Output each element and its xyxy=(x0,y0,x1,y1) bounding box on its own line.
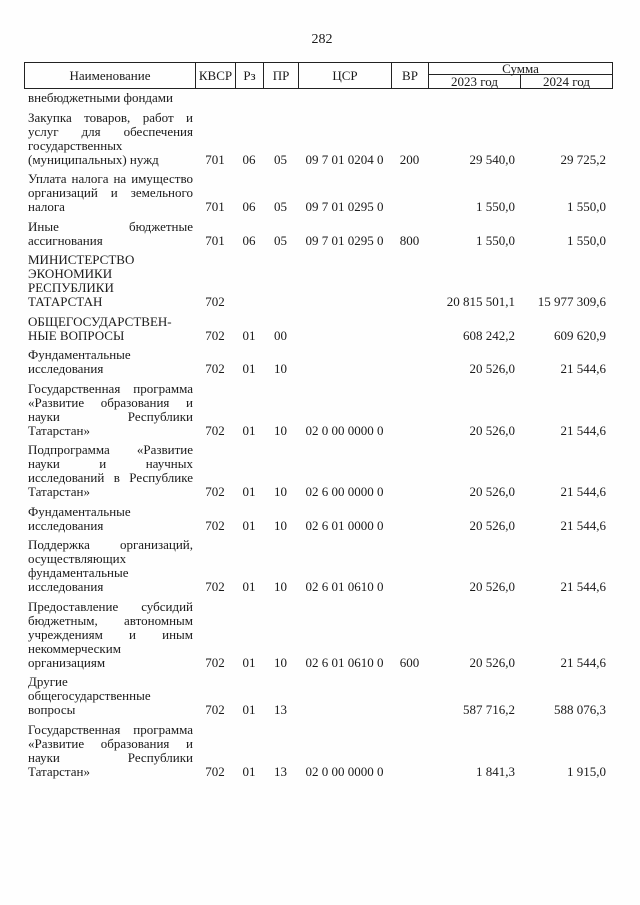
row-name-line: Государственная программа xyxy=(28,721,193,737)
pr-cell: 05 xyxy=(274,151,287,167)
pr-cell: 10 xyxy=(274,422,287,438)
sum-2023-cell: 1 550,0 xyxy=(476,199,515,214)
row-name xyxy=(24,91,195,105)
rz-cell: 01 xyxy=(242,517,256,533)
kvsr-cell xyxy=(195,91,235,105)
rz-cell: 01 xyxy=(242,484,256,499)
budget-table-body xyxy=(24,91,613,784)
sum-2023-cell: 20 526,0 xyxy=(469,654,515,670)
rz-cell: 01 xyxy=(242,327,256,343)
header-vr: ВР xyxy=(392,63,429,89)
rz-cell: 01 xyxy=(242,361,256,376)
pr-cell: 05 xyxy=(274,199,287,214)
sum-2023-cell xyxy=(428,91,520,105)
sum-2023-cell: 1 841,3 xyxy=(476,763,515,779)
csr-cell: 02 6 01 0610 0 xyxy=(305,654,384,670)
vr-cell xyxy=(391,295,428,309)
row-name-line: бюджетным, автономным xyxy=(28,612,193,628)
row-name-line: услуг для обеспечения xyxy=(28,123,193,139)
csr-cell: 09 7 01 0204 0 xyxy=(305,151,384,167)
sum-2024-cell: 1 550,0 xyxy=(567,199,606,214)
row-name-line: Государственная программа xyxy=(28,380,193,396)
row-name-line: Татарстан» xyxy=(28,422,90,438)
sum-2023-cell: 20 526,0 xyxy=(469,579,515,594)
sum-2023-cell: 20 526,0 xyxy=(469,422,515,438)
row-name-line: налога xyxy=(28,199,65,214)
vr-cell xyxy=(391,703,428,717)
kvsr-cell: 702 xyxy=(205,327,225,343)
rz-cell: 06 xyxy=(242,232,256,248)
rz-cell: 01 xyxy=(242,763,256,779)
csr-cell: 02 0 00 0000 0 xyxy=(305,763,384,779)
header-year-2023: 2023 год xyxy=(429,75,521,89)
table-row xyxy=(24,443,613,499)
row-name-line: «Развитие образования и xyxy=(28,394,193,410)
sum-2023-cell: 20 526,0 xyxy=(469,517,515,533)
rz-cell: 01 xyxy=(242,579,256,594)
vr-cell xyxy=(391,765,428,779)
row-name-line: учреждениям и иным xyxy=(28,626,193,642)
kvsr-cell: 701 xyxy=(205,232,225,248)
kvsr-cell: 702 xyxy=(205,579,225,594)
row-name-line: науки Республики xyxy=(28,408,193,424)
sum-2024-cell: 21 544,6 xyxy=(560,422,606,438)
row-name-line: науки Республики xyxy=(28,749,193,765)
row-name xyxy=(24,675,195,717)
pr-cell: 10 xyxy=(274,654,287,670)
csr-cell: 02 6 00 0000 0 xyxy=(305,484,384,499)
vr-cell: 200 xyxy=(399,151,420,167)
sum-2023-cell: 608 242,2 xyxy=(463,327,515,343)
row-name-line: «Развитие образования и xyxy=(28,735,193,751)
row-name xyxy=(24,111,195,167)
table-row xyxy=(24,111,613,167)
row-name-line: (муниципальных) нужд xyxy=(28,151,159,167)
table-row xyxy=(24,675,613,717)
row-name-line: внебюджетными фондами xyxy=(28,90,173,105)
vr-cell xyxy=(391,329,428,343)
row-name xyxy=(24,505,195,533)
sum-2024-cell: 588 076,3 xyxy=(554,702,606,717)
row-name-line: вопросы xyxy=(28,702,76,717)
csr-cell xyxy=(298,91,391,105)
kvsr-cell: 702 xyxy=(205,484,225,499)
csr-cell: 02 0 00 0000 0 xyxy=(305,422,384,438)
pr-cell xyxy=(263,91,298,105)
header-kvsr: КВСР xyxy=(196,63,236,89)
table-row xyxy=(24,348,613,376)
rz-cell: 01 xyxy=(242,654,256,670)
row-name-line: Закупка товаров, работ и xyxy=(28,109,193,125)
row-name-line: общегосударственные xyxy=(28,688,151,703)
row-name-line: осуществляющих xyxy=(28,551,127,566)
row-name-line: МИНИСТЕРСТВО xyxy=(28,252,135,267)
csr-cell xyxy=(298,295,391,309)
kvsr-cell: 701 xyxy=(205,199,225,214)
row-name xyxy=(24,253,195,309)
csr-cell: 02 6 01 0610 0 xyxy=(305,579,384,594)
sum-2024-cell: 21 544,6 xyxy=(560,579,606,594)
kvsr-cell: 702 xyxy=(205,702,225,717)
row-name-line: исследования xyxy=(28,517,104,533)
sum-2024-cell: 609 620,9 xyxy=(554,327,606,343)
row-name xyxy=(24,538,195,594)
row-name-line: Подпрограмма «Развитие xyxy=(28,442,193,457)
header-pr: ПР xyxy=(264,63,299,89)
csr-cell xyxy=(298,703,391,717)
vr-cell: 600 xyxy=(399,654,420,670)
pr-cell xyxy=(263,295,298,309)
row-name-line: ОБЩЕГОСУДАРСТВЕН- xyxy=(28,313,172,329)
table-row xyxy=(24,538,613,594)
row-name-line: науки и научных xyxy=(28,456,193,471)
row-name xyxy=(24,600,195,670)
sum-2024-cell: 1 915,0 xyxy=(567,763,606,779)
page-number: 282 xyxy=(311,32,333,47)
header-year-2024: 2024 год xyxy=(521,75,613,89)
row-name-line: Поддержка организаций, xyxy=(28,537,193,552)
csr-cell xyxy=(298,329,391,343)
table-row xyxy=(24,315,613,343)
rz-cell xyxy=(235,91,263,105)
vr-cell xyxy=(391,200,428,214)
vr-cell: 800 xyxy=(399,232,420,248)
sum-2023-cell: 29 540,0 xyxy=(469,151,515,167)
vr-cell xyxy=(391,519,428,533)
row-name-line: Уплата налога на имущество xyxy=(28,171,193,186)
table-row xyxy=(24,220,613,248)
header-name: Наименование xyxy=(25,63,196,89)
sum-2024-cell: 21 544,6 xyxy=(560,484,606,499)
sum-2024-cell: 21 544,6 xyxy=(560,517,606,533)
row-name-line: исследований в Республике xyxy=(28,470,193,485)
vr-cell xyxy=(391,424,428,438)
kvsr-cell: 702 xyxy=(205,763,225,779)
rz-cell: 01 xyxy=(242,702,256,717)
vr-cell xyxy=(391,580,428,594)
row-name-line: ассигнования xyxy=(28,232,103,248)
kvsr-cell: 702 xyxy=(205,361,225,376)
header-sum: Сумма xyxy=(429,63,613,75)
header-csr: ЦСР xyxy=(299,63,392,89)
rz-cell: 01 xyxy=(242,422,256,438)
row-name-line: НЫЕ ВОПРОСЫ xyxy=(28,327,125,343)
row-name xyxy=(24,172,195,214)
rz-cell: 06 xyxy=(242,199,256,214)
pr-cell: 05 xyxy=(274,232,287,248)
pr-cell: 10 xyxy=(274,579,287,594)
row-name-line: Татарстан» xyxy=(28,484,90,499)
row-name-line: Предоставление субсидий xyxy=(28,598,193,614)
table-row xyxy=(24,91,613,105)
sum-2024-cell: 1 550,0 xyxy=(567,232,606,248)
row-name-line: фундаментальные xyxy=(28,565,129,580)
row-name xyxy=(24,315,195,343)
sum-2024-cell: 21 544,6 xyxy=(560,361,606,376)
budget-table-header xyxy=(24,62,613,89)
sum-2023-cell: 20 526,0 xyxy=(469,361,515,376)
row-name xyxy=(24,220,195,248)
csr-cell xyxy=(298,362,391,376)
row-name-line: ТАТАРСТАН xyxy=(28,294,103,309)
pr-cell: 00 xyxy=(274,327,287,343)
sum-2023-cell: 587 716,2 xyxy=(463,702,515,717)
table-row xyxy=(24,600,613,670)
row-name-line: Фундаментальные xyxy=(28,503,131,519)
sum-2024-cell xyxy=(520,91,613,105)
row-name-line: Татарстан» xyxy=(28,763,90,779)
csr-cell: 09 7 01 0295 0 xyxy=(305,232,384,248)
row-name xyxy=(24,382,195,438)
row-name-line: исследования xyxy=(28,361,104,376)
sum-2024-cell: 15 977 309,6 xyxy=(537,294,606,309)
sum-2023-cell: 20 815 501,1 xyxy=(446,294,515,309)
row-name xyxy=(24,443,195,499)
pr-cell: 10 xyxy=(274,361,287,376)
table-row xyxy=(24,723,613,779)
vr-cell xyxy=(391,485,428,499)
row-name xyxy=(24,723,195,779)
rz-cell xyxy=(235,295,263,309)
table-row xyxy=(24,382,613,438)
table-row xyxy=(24,253,613,309)
row-name-line: Фундаментальные xyxy=(28,347,131,362)
row-name-line: организаций и земельного xyxy=(28,185,193,200)
kvsr-cell: 702 xyxy=(205,422,225,438)
row-name-line: государственных xyxy=(28,137,123,153)
row-name-line: РЕСПУБЛИКИ xyxy=(28,280,114,295)
csr-cell: 09 7 01 0295 0 xyxy=(305,199,384,214)
pr-cell: 10 xyxy=(274,484,287,499)
pr-cell: 13 xyxy=(274,763,287,779)
row-name-line: некоммерческим xyxy=(28,640,121,656)
row-name-line: Другие xyxy=(28,674,68,689)
table-row xyxy=(24,172,613,214)
pr-cell: 13 xyxy=(274,702,287,717)
rz-cell: 06 xyxy=(242,151,256,167)
kvsr-cell: 702 xyxy=(205,294,225,309)
sum-2024-cell: 29 725,2 xyxy=(560,151,606,167)
sum-2024-cell: 21 544,6 xyxy=(560,654,606,670)
row-name-line: ЭКОНОМИКИ xyxy=(28,266,113,281)
row-name-line: организациям xyxy=(28,654,106,670)
kvsr-cell: 702 xyxy=(205,517,225,533)
vr-cell xyxy=(391,91,428,105)
header-rz: Рз xyxy=(236,63,264,89)
csr-cell: 02 6 01 0000 0 xyxy=(305,517,384,533)
pr-cell: 10 xyxy=(274,517,287,533)
table-row xyxy=(24,505,613,533)
row-name xyxy=(24,348,195,376)
row-name-line: исследования xyxy=(28,579,104,594)
sum-2023-cell: 1 550,0 xyxy=(476,232,515,248)
kvsr-cell: 702 xyxy=(205,654,225,670)
kvsr-cell: 701 xyxy=(205,151,225,167)
vr-cell xyxy=(391,362,428,376)
sum-2023-cell: 20 526,0 xyxy=(469,484,515,499)
row-name-line: Иные бюджетные xyxy=(28,218,193,234)
